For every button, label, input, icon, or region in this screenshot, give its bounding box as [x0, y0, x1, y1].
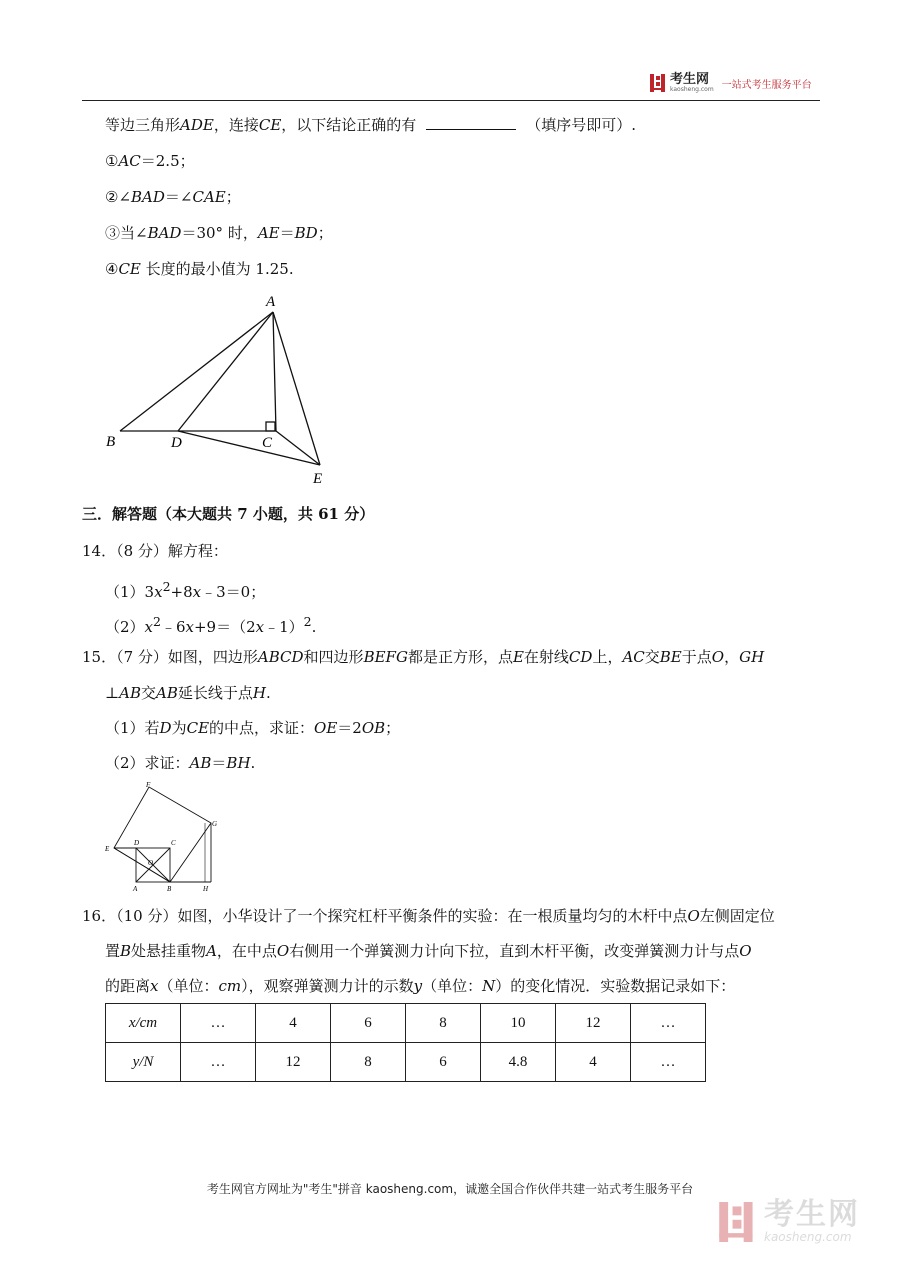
- var: B: [120, 942, 132, 960]
- text: +8: [170, 583, 193, 601]
- table-cell: …: [181, 1004, 256, 1043]
- label-B: B: [167, 885, 172, 893]
- text: （填序号即可）.: [526, 116, 637, 134]
- text: （2）求证：: [105, 754, 190, 772]
- table-cell: 4: [256, 1004, 331, 1043]
- text: 延长线于点: [177, 684, 253, 702]
- text: 都是正方形，点: [407, 648, 513, 666]
- q13-option-4: [105, 258, 294, 280]
- var: CD: [568, 648, 593, 666]
- q13-figure: [100, 290, 340, 490]
- label-E: E: [313, 471, 323, 487]
- q14-part1: [105, 576, 265, 603]
- var: x: [144, 618, 154, 636]
- header-divider: [82, 100, 820, 101]
- q13-option-2: [105, 186, 241, 208]
- text: （单位：: [158, 977, 219, 995]
- var: O: [711, 648, 725, 666]
- watermark-logo-icon: [718, 1202, 756, 1242]
- text: .: [311, 618, 317, 636]
- text: ＝30° 时，: [181, 224, 258, 242]
- q15-line1: [82, 646, 764, 668]
- text: 交: [140, 684, 156, 702]
- watermark-text-block: [764, 1197, 860, 1244]
- table-row: [106, 1043, 706, 1082]
- exponent: 2: [303, 614, 312, 629]
- text: ；: [225, 188, 241, 206]
- q13-option-1: [105, 150, 195, 172]
- label-H: H: [203, 885, 209, 893]
- table-cell: 4.8: [481, 1043, 556, 1082]
- table-cell: 10: [481, 1004, 556, 1043]
- var: O: [276, 942, 290, 960]
- text: ＝2.5；: [140, 152, 195, 170]
- text: 右侧用一个弹簧测力计向下拉，直到木杆平衡，改变弹簧测力计与点: [289, 942, 740, 960]
- logo-name: 考生网: [670, 71, 710, 87]
- table-cell: 8: [406, 1004, 481, 1043]
- var: AB: [155, 684, 178, 702]
- text: .: [250, 754, 256, 772]
- q15-part1: [105, 717, 400, 739]
- q15-part2: [105, 752, 255, 774]
- q16-line2: [105, 940, 752, 962]
- text: ＝∠: [164, 188, 193, 206]
- text: （1）3: [105, 583, 155, 601]
- text: 16．（10 分）如图，小华设计了一个探究杠杆平衡条件的实验：在一根质量均匀的木杆中点: [82, 907, 688, 925]
- var: O: [687, 907, 700, 925]
- watermark: [718, 1197, 860, 1244]
- q15-figure: [100, 778, 230, 898]
- var: AE: [257, 224, 280, 242]
- text: ＝: [211, 754, 227, 772]
- text: 于点: [681, 648, 712, 666]
- label-C: C: [171, 839, 176, 847]
- text: ＝: [279, 224, 295, 242]
- text: ，在中点: [216, 942, 277, 960]
- table-cell: 4: [556, 1043, 631, 1082]
- text: ，: [724, 648, 740, 666]
- label-B: B: [106, 434, 116, 450]
- table-cell: 12: [556, 1004, 631, 1043]
- q13-option-3: [105, 222, 333, 244]
- text: 和四边形: [303, 648, 364, 666]
- text: ，连接: [213, 116, 259, 134]
- var: BAD: [147, 224, 182, 242]
- label-G: G: [212, 820, 218, 828]
- text: 置: [105, 942, 121, 960]
- var: OE: [314, 719, 338, 737]
- text: 在射线: [523, 648, 569, 666]
- q13-line1: [105, 114, 636, 136]
- label-O: O: [148, 859, 154, 867]
- text: ＝2: [337, 719, 362, 737]
- var: x: [150, 977, 159, 995]
- var: H: [252, 684, 266, 702]
- var: D: [159, 719, 172, 737]
- var: BEFG: [363, 648, 408, 666]
- text: （单位：: [422, 977, 483, 995]
- var: AC: [622, 648, 645, 666]
- text: 交: [644, 648, 660, 666]
- var: x: [192, 583, 202, 601]
- section-title: 三．解答题（本大题共 7 小题，共 61 分）: [82, 505, 375, 523]
- var: A: [206, 942, 217, 960]
- var: ADE: [180, 116, 214, 134]
- text: ③当∠: [105, 224, 148, 242]
- var: O: [739, 942, 752, 960]
- text: （1）若: [105, 719, 160, 737]
- var: x: [185, 618, 194, 636]
- text: 的距离: [105, 977, 151, 995]
- text: ⊥: [105, 684, 120, 702]
- text: +9＝（2: [193, 618, 256, 636]
- text: .: [265, 684, 271, 702]
- text: ）的变化情况．实验数据记录如下：: [495, 977, 736, 995]
- watermark-name: 考生网: [764, 1197, 860, 1232]
- var: x: [154, 583, 163, 601]
- q15-line2: [105, 682, 271, 704]
- exponent: 2: [153, 614, 161, 629]
- var: BAD: [131, 188, 165, 206]
- var: CE: [258, 116, 282, 134]
- watermark-sub: kaosheng.com: [764, 1230, 852, 1244]
- text: ），观察弹簧测力计的示数: [241, 977, 414, 995]
- var: OB: [361, 719, 386, 737]
- label-E: E: [105, 845, 110, 853]
- var: CE: [118, 260, 141, 278]
- text: ﹣1）: [264, 618, 304, 636]
- exponent: 2: [162, 579, 171, 594]
- table-cell: 6: [406, 1043, 481, 1082]
- text: ；: [317, 224, 333, 242]
- text: 的中点，求证：: [209, 719, 315, 737]
- footer-text: 考生网官方网址为"考生"拼音 kaosheng.com，诚邀全国合作伙伴共建一站式考生服务平台: [206, 1182, 694, 1196]
- label-C: C: [262, 435, 273, 451]
- header-slogan: 一站式考生服务平台: [721, 79, 812, 91]
- text: 等边三角形: [105, 116, 181, 134]
- text: ；: [385, 719, 401, 737]
- text: ，以下结论正确的有: [281, 116, 417, 134]
- label-A: A: [266, 294, 276, 310]
- text: ②∠: [105, 188, 132, 206]
- var: AC: [118, 152, 141, 170]
- text: ﹣6: [160, 618, 186, 636]
- var: cm: [218, 977, 242, 995]
- text: ④: [105, 260, 119, 278]
- q14-head: 14．（8 分）解方程：: [82, 542, 228, 560]
- label-A: A: [133, 885, 138, 893]
- logo-text-block: [670, 71, 714, 93]
- text: ﹣3＝0；: [201, 583, 266, 601]
- table-cell: 12: [256, 1043, 331, 1082]
- var: AB: [119, 684, 141, 702]
- text: 长度的最小值为 1.25.: [140, 260, 294, 278]
- q16-data-table: [105, 1003, 706, 1082]
- var: E: [512, 648, 524, 666]
- var: ABCD: [257, 648, 304, 666]
- q14-part2: [105, 611, 316, 638]
- var: GH: [739, 648, 765, 666]
- text: 处悬挂重物: [131, 942, 207, 960]
- var: BD: [294, 224, 318, 242]
- table-row: [106, 1004, 706, 1043]
- q16-line1: [82, 905, 775, 927]
- table-cell: …: [631, 1004, 706, 1043]
- var: CAE: [192, 188, 226, 206]
- var: x: [255, 618, 265, 636]
- answer-blank[interactable]: [426, 115, 516, 130]
- table-cell: 6: [331, 1004, 406, 1043]
- var: y: [413, 977, 423, 995]
- var: AB: [189, 754, 212, 772]
- table-cell: …: [631, 1043, 706, 1082]
- header-logo: [650, 72, 812, 94]
- text: 上，: [592, 648, 623, 666]
- text: 为: [171, 719, 187, 737]
- var: CE: [186, 719, 210, 737]
- row-label-y: y/N: [106, 1043, 181, 1082]
- label-D: D: [134, 839, 140, 847]
- var: N: [482, 977, 496, 995]
- kaosheng-logo-icon: [650, 74, 666, 92]
- var: BE: [659, 648, 682, 666]
- text: （2）: [105, 618, 145, 636]
- q16-line3: [105, 975, 735, 997]
- table-cell: 8: [331, 1043, 406, 1082]
- text: 15．（7 分）如图，四边形: [82, 648, 258, 666]
- label-D: D: [171, 435, 182, 451]
- logo-sub: kaosheng.com: [670, 85, 714, 93]
- label-F: F: [146, 781, 151, 789]
- text: ①: [105, 152, 119, 170]
- text: 左侧固定位: [699, 907, 775, 925]
- table-cell: …: [181, 1043, 256, 1082]
- var: BH: [226, 754, 251, 772]
- row-label-x: x/cm: [106, 1004, 181, 1043]
